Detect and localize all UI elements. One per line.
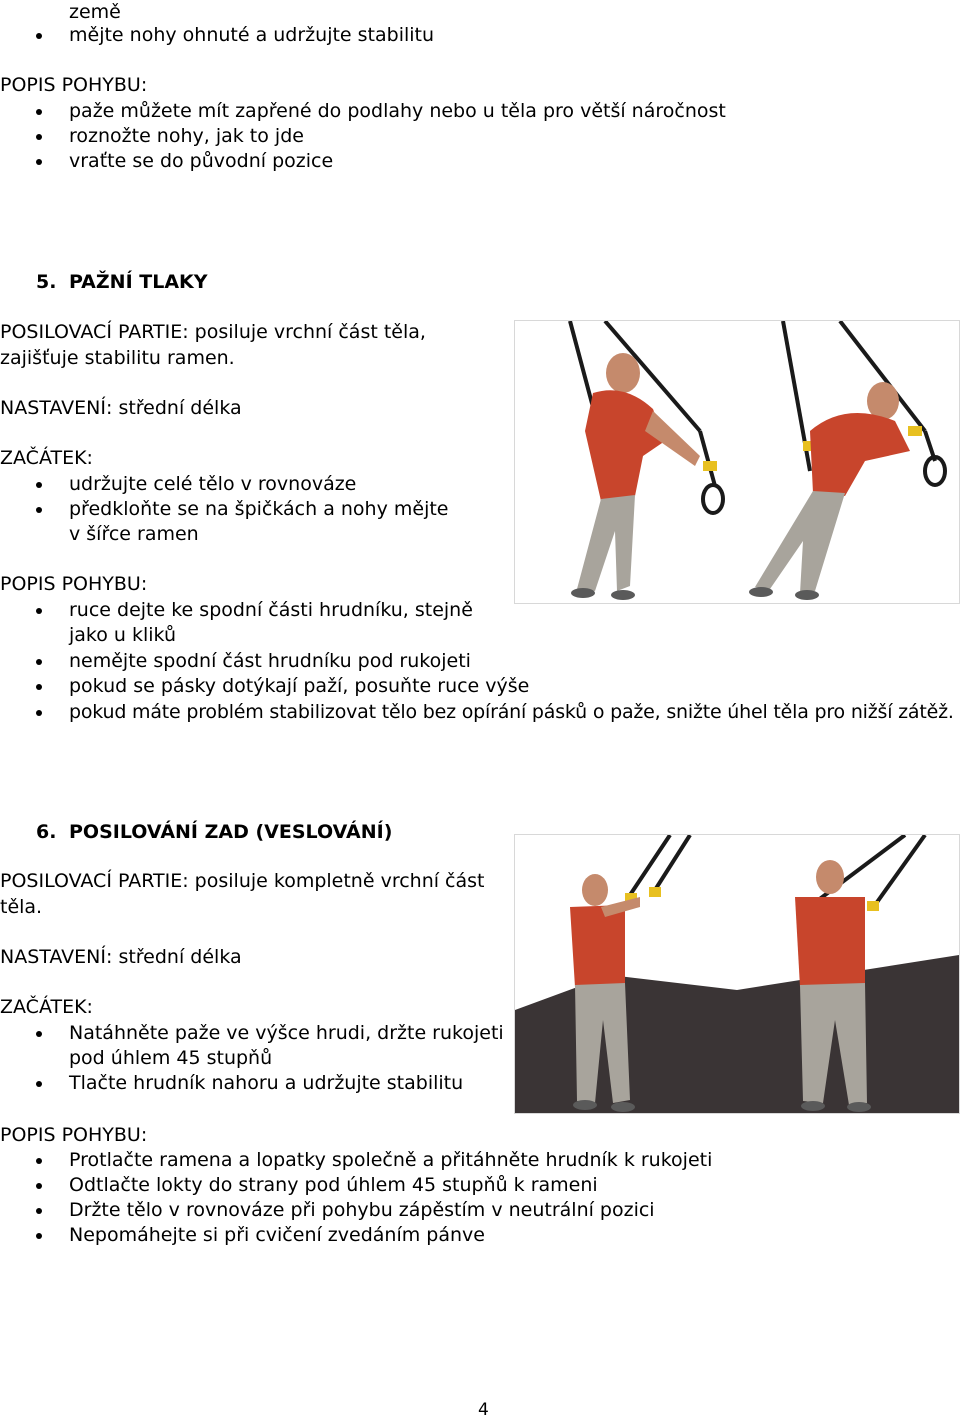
nastaveni-line: NASTAVENÍ: střední délka [0,946,242,968]
bullet [0,1148,69,1173]
bullet [0,497,69,522]
bullet [0,472,69,497]
list-item-cont: pod úhlem 45 stupňů [69,1047,273,1069]
bullet [0,1173,69,1198]
list-item: předkloňte se na špičkách a nohy mějte [69,498,449,520]
list-item: Natáhněte paže ve výšce hrudi, držte rukojeti [69,1022,504,1044]
list-item: nemějte spodní část hrudníku pod rukojeti [69,650,471,672]
list-item: ruce dejte ke spodní části hrudníku, stejně [69,599,473,621]
bullet [0,1223,69,1248]
exercise-photo-chest-press [514,320,960,604]
chest-press-illustration [515,321,959,603]
list-item: Tlačte hrudník nahoru a udržujte stabilitu [69,1072,464,1094]
list-item-cont: v šířce ramen [69,523,199,545]
bullet [0,700,69,725]
exercise-photo-row [514,834,960,1114]
list-item: udržujte celé tělo v rovnováze [69,473,357,495]
carry-line: země [69,1,121,23]
zacatek-label: ZAČÁTEK: [0,996,93,1018]
bullet [0,124,69,149]
bullet [0,1198,69,1223]
bullet [0,674,69,699]
bullet [0,149,69,174]
section-number: 5. [36,271,57,293]
zacatek-label: ZAČÁTEK: [0,447,93,469]
row-illustration [515,835,959,1113]
bullet [0,1021,69,1046]
bullet [0,1071,69,1096]
posilovaci-line: POSILOVACÍ PARTIE: posiluje kompletně vrchní část [0,870,485,892]
section-title: POSILOVÁNÍ ZAD (VESLOVÁNÍ) [69,821,393,843]
section-number: 6. [36,821,57,843]
list-item: Odtlačte lokty do strany pod úhlem 45 stupňů k rameni [69,1174,598,1196]
nastaveni-line: NASTAVENÍ: střední délka [0,397,242,419]
popis-label: POPIS POHYBU: [0,74,148,96]
bullet [0,649,69,674]
list-item: Protlačte ramena a lopatky společně a přitáhněte hrudník k rukojeti [69,1149,713,1171]
posilovaci-line: POSILOVACÍ PARTIE: posiluje vrchní část těla, [0,321,426,343]
list-item: pokud máte problém stabilizovat tělo bez opírání pásků o paže, snižte úhel těla pro nižší zátěž. [69,701,954,723]
list-item: Nepomáhejte si při cvičení zvedáním pánve [69,1224,485,1246]
list-item: paže můžete mít zapřené do podlahy nebo u těla pro větší náročnost [69,100,726,122]
list-item: mějte nohy ohnuté a udržujte stabilitu [69,24,435,46]
popis-label: POPIS POHYBU: [0,573,148,595]
bullet [0,23,69,48]
list-item: pokud se pásky dotýkají paží, posuňte ruce výše [69,675,530,697]
section-title: PAŽNÍ TLAKY [69,271,208,293]
list-item: Držte tělo v rovnováze při pohybu zápěstím v neutrální pozici [69,1199,655,1221]
list-item: roznožte nohy, jak to jde [69,125,304,147]
list-item-cont: jako u kliků [69,624,177,646]
bullet [0,598,69,623]
popis-label: POPIS POHYBU: [0,1124,148,1146]
page-number: 4 [478,1400,489,1420]
posilovaci-line: zajišťuje stabilitu ramen. [0,347,235,369]
list-item: vraťte se do původní pozice [69,150,334,172]
bullet [0,99,69,124]
posilovaci-line: těla. [0,896,43,918]
